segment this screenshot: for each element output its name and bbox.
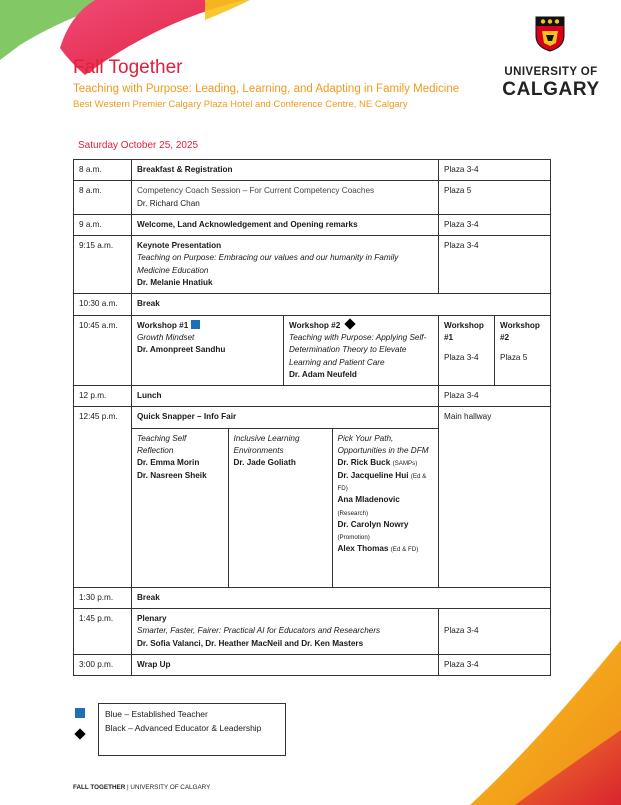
university-logo [496, 16, 606, 100]
row-speaker: Dr. Richard Chan [137, 198, 200, 208]
snapper-entry-name: Ana Mladenovic [337, 495, 400, 505]
footer-separator: | [127, 784, 129, 791]
workshop-1-cell [132, 315, 284, 385]
workshop-2-speaker: Dr. Adam Neufeld [289, 369, 357, 379]
event-date: Saturday October 25, 2025 [78, 140, 199, 151]
row-time: 9:15 a.m. [74, 236, 132, 294]
snapper-entry-name: Alex Thomas [337, 544, 389, 554]
row-location: Plaza 3-4 [439, 214, 551, 235]
row-content [132, 609, 439, 655]
schedule-row-lunch [74, 386, 551, 407]
workshop-1-location: Plaza 3-4 [444, 353, 479, 363]
snapper-speaker: Dr. Emma Morin [137, 458, 200, 468]
row-location: Plaza 3-4 [439, 654, 551, 675]
snapper-entry-name: Dr. Jacqueline Hui [337, 470, 409, 480]
snapper-col-2-subtitle: Inclusive Learning Environments [233, 433, 300, 456]
snapper-entry-name: Dr. Carolyn Nowry [337, 519, 409, 529]
row-title: Plenary [137, 614, 167, 624]
row-title: Break [132, 294, 551, 315]
row-location: Main hallway [439, 407, 551, 587]
row-title: Competency Coach Session – For Current Competency Coaches [137, 186, 375, 196]
row-time: 1:30 p.m. [74, 587, 132, 608]
row-location: Plaza 3-4 [439, 386, 551, 407]
snapper-col-2 [228, 429, 332, 587]
workshop-2-location-title: Workshop #2 [500, 320, 540, 342]
snapper-sessions [132, 428, 439, 587]
legend-black-text: Black – Advanced Educator & Leadership [105, 722, 262, 733]
legend-box [98, 703, 286, 756]
workshop-1-title: Workshop #1 [137, 320, 189, 330]
workshop-1-subtitle: Growth Mindset [137, 332, 195, 342]
decor-yellow-swoosh [205, 0, 250, 20]
snapper-entry-note: (Ed & FD) [337, 472, 427, 492]
row-title: Welcome, Land Acknowledgement and Opening remarks [132, 214, 439, 235]
row-time: 12 p.m. [74, 386, 132, 407]
workshop-2-title: Workshop #2 [289, 320, 341, 330]
workshop-1-speaker: Dr. Amonpreet Sandhu [137, 345, 226, 355]
workshop-2-location-cell [495, 315, 551, 385]
row-title: Keynote Presentation [137, 241, 222, 251]
legend-blue-text: Blue – Established Teacher [105, 709, 208, 719]
workshop-1-location-cell [439, 315, 495, 385]
schedule-row-breakfast [74, 160, 551, 181]
snapper-entry [338, 470, 435, 495]
footer-left: FALL TOGETHER [73, 784, 126, 791]
row-content [132, 181, 439, 215]
row-time: 8 a.m. [74, 160, 132, 181]
snapper-speaker: Dr. Nasreen Sheik [137, 470, 207, 480]
workshop-1-location-title: Workshop #1 [444, 320, 484, 342]
logo-line-2: CALGARY [502, 79, 600, 100]
snapper-col-1 [132, 429, 228, 587]
row-speaker: Dr. Melanie Hnatiuk [137, 278, 213, 288]
row-speaker: Dr. Sofia Valanci, Dr. Heather MacNeil and Dr. Ken Masters [137, 638, 364, 648]
row-content [132, 236, 439, 294]
snapper-entry-note: (SAMPs) [392, 460, 418, 468]
schedule-row-break1 [74, 294, 551, 315]
row-time: 10:30 a.m. [74, 294, 132, 315]
schedule-row-plenary [74, 609, 551, 655]
snapper-col-3-subtitle: Pick Your Path, Opportunities in the DFM [337, 433, 429, 456]
row-subtitle: Smarter, Faster, Fairer: Practical AI for Educators and Researchers [137, 626, 381, 636]
page-subtitle: Teaching with Purpose: Leading, Learning, and Adapting in Family Medicine [73, 83, 460, 95]
row-title: Break [132, 587, 551, 608]
workshop-2-cell [284, 315, 439, 385]
row-subtitle: Teaching on Purpose: Embracing our values and our humanity in Family Medicine Education [137, 253, 399, 275]
schedule-row-welcome [74, 214, 551, 235]
snapper-subtable [132, 429, 439, 587]
row-time: 3:00 p.m. [74, 654, 132, 675]
snapper-entry-note: (Research) [337, 509, 369, 517]
footer-right: UNIVERSITY OF CALGARY [130, 784, 211, 791]
snapper-entry [338, 543, 435, 555]
crest-icon [535, 16, 565, 52]
row-time: 10:45 a.m. [74, 315, 132, 385]
row-location: Plaza 3-4 [439, 236, 551, 294]
row-location: Plaza 3-4 [439, 160, 551, 181]
row-location: Plaza 3-4 [439, 609, 551, 655]
snapper-entry [338, 519, 435, 544]
row-time: 1:45 p.m. [74, 609, 132, 655]
row-time: 9 a.m. [74, 214, 132, 235]
black-diamond-icon [345, 318, 356, 329]
page-footer [73, 784, 210, 791]
row-location: Plaza 5 [439, 181, 551, 215]
schedule-row-keynote [74, 236, 551, 294]
row-title: Quick Snapper – Info Fair [132, 407, 439, 428]
schedule-row-coach [74, 181, 551, 215]
schedule-row-workshops [74, 315, 551, 385]
snapper-col-3 [332, 429, 439, 587]
snapper-speaker: Dr. Jade Goliath [233, 458, 296, 468]
snapper-entry [338, 494, 435, 519]
schedule-table [73, 159, 551, 676]
legend-blue-square-icon [75, 708, 85, 718]
row-title: Breakfast & Registration [132, 160, 439, 181]
snapper-entry-name: Dr. Rick Buck [337, 458, 391, 468]
schedule-row-wrapup [74, 654, 551, 675]
row-time: 8 a.m. [74, 181, 132, 215]
page-title: Fall Together [73, 57, 183, 78]
workshop-2-location: Plaza 5 [500, 353, 528, 363]
schedule-row-snapper-header [74, 407, 551, 428]
workshop-2-subtitle: Teaching with Purpose: Applying Self-Determination Theory to Elevate Learning and Patient Care [289, 332, 427, 367]
blue-square-icon [191, 320, 200, 329]
row-title: Wrap Up [132, 654, 439, 675]
snapper-col-1-subtitle: Teaching Self Reflection [137, 433, 187, 456]
schedule-row-break2 [74, 587, 551, 608]
row-title: Lunch [132, 386, 439, 407]
snapper-entry-note: (Promotion) [337, 534, 370, 542]
venue-text: Best Western Premier Calgary Plaza Hotel and Conference Centre, NE Calgary [73, 99, 408, 110]
logo-line-1: UNIVERSITY OF [504, 66, 598, 78]
snapper-entry [338, 457, 435, 469]
row-time: 12:45 p.m. [74, 407, 132, 587]
snapper-entry-note: (Ed & FD) [390, 546, 419, 554]
